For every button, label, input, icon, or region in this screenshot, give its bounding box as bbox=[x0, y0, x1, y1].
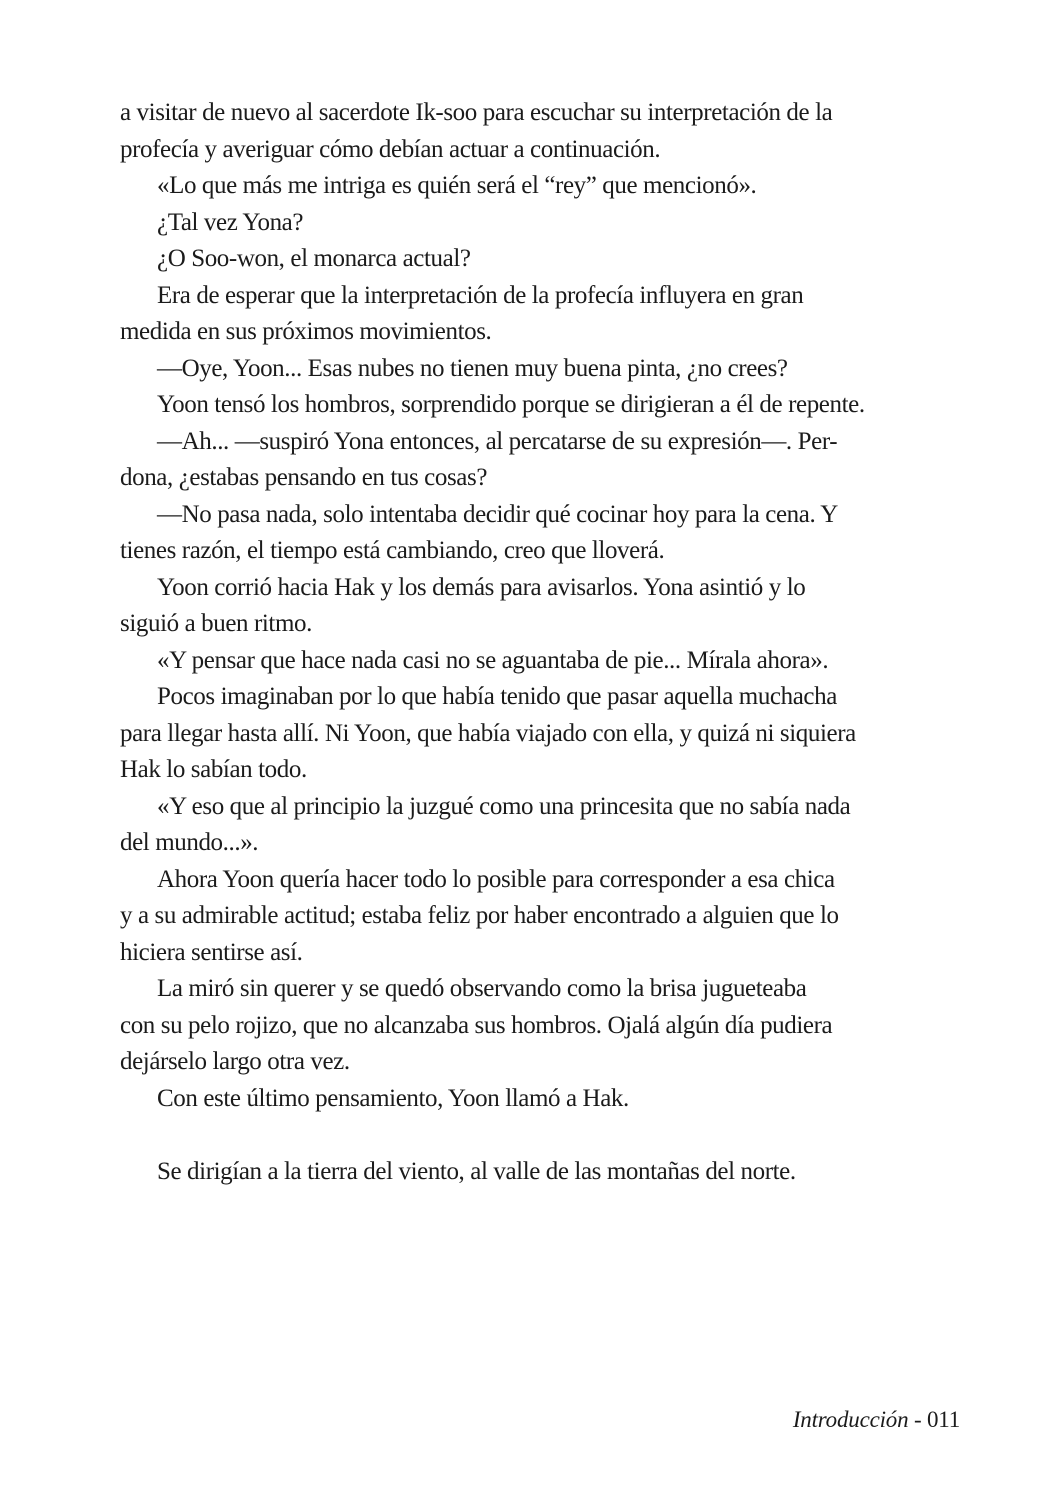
text-line: Ahora Yoon quería hacer todo lo posible para corresponder a esa chica bbox=[157, 865, 835, 893]
footer-page-number: 011 bbox=[926, 1407, 960, 1432]
text-line: siguió a buen ritmo. bbox=[120, 610, 312, 637]
text-line: Yoon tensó los hombros, sorprendido porque se dirigieran a él de repente. bbox=[157, 391, 865, 418]
footer-section-title: Introducción bbox=[792, 1407, 909, 1432]
text-line: profecía y averiguar cómo debían actuar a continuación. bbox=[120, 135, 661, 163]
text-line: Pocos imaginaban por lo que había tenido que pasar aquella muchacha bbox=[157, 683, 837, 710]
text-line: «Y pensar que hace nada casi no se aguantaba de pie... Mírala ahora». bbox=[157, 646, 829, 674]
text-line: «Lo que más me intriga es quién será el “rey” que mencionó». bbox=[157, 172, 757, 199]
text-line: Se dirigían a la tierra del viento, al valle de las montañas del norte. bbox=[157, 1157, 796, 1185]
text-line: Yoon corrió hacia Hak y los demás para avisarlos. Yona asintió y lo bbox=[157, 573, 806, 601]
text-line: La miró sin querer y se quedó observando como la brisa jugueteaba bbox=[157, 975, 807, 1002]
footer-separator: - bbox=[908, 1407, 927, 1432]
body-text bbox=[120, 95, 968, 1190]
text-line: tienes razón, el tiempo está cambiando, creo que lloverá. bbox=[120, 537, 665, 564]
text-line: medida en sus próximos movimientos. bbox=[120, 318, 492, 345]
text-line: hiciera sentirse así. bbox=[120, 938, 303, 966]
text-line: dona, ¿estabas pensando en tus cosas? bbox=[120, 464, 488, 491]
text-line: Hak lo sabían todo. bbox=[120, 756, 307, 783]
text-line: Era de esperar que la interpretación de la profecía influyera en gran bbox=[157, 281, 804, 309]
text-line: —No pasa nada, solo intentaba decidir qué cocinar hoy para la cena. Y bbox=[157, 500, 838, 528]
text-line: y a su admirable actitud; estaba feliz por haber encontrado a alguien que lo bbox=[120, 902, 839, 929]
page-footer bbox=[793, 1405, 960, 1435]
text-line: ¿Tal vez Yona? bbox=[157, 208, 304, 236]
text-line: del mundo...». bbox=[120, 829, 259, 856]
text-line: dejárselo largo otra vez. bbox=[120, 1048, 350, 1075]
text-line: Con este último pensamiento, Yoon llamó a Hak. bbox=[157, 1084, 629, 1112]
text-line: —Ah... —suspiró Yona entonces, al percatarse de su expresión—. Per- bbox=[157, 427, 838, 455]
text-line: «Y eso que al principio la juzgué como una princesita que no sabía nada bbox=[157, 792, 851, 820]
text-line: con su pelo rojizo, que no alcanzaba sus hombros. Ojalá algún día pudiera bbox=[120, 1011, 833, 1039]
text-line: para llegar hasta allí. Ni Yoon, que había viajado con ella, y quizá ni siquiera bbox=[120, 719, 856, 747]
text-line: a visitar de nuevo al sacerdote Ik-soo para escuchar su interpretación de la bbox=[120, 99, 833, 126]
text-line: —Oye, Yoon... Esas nubes no tienen muy buena pinta, ¿no crees? bbox=[157, 354, 788, 382]
text-line: ¿O Soo-won, el monarca actual? bbox=[157, 245, 471, 272]
